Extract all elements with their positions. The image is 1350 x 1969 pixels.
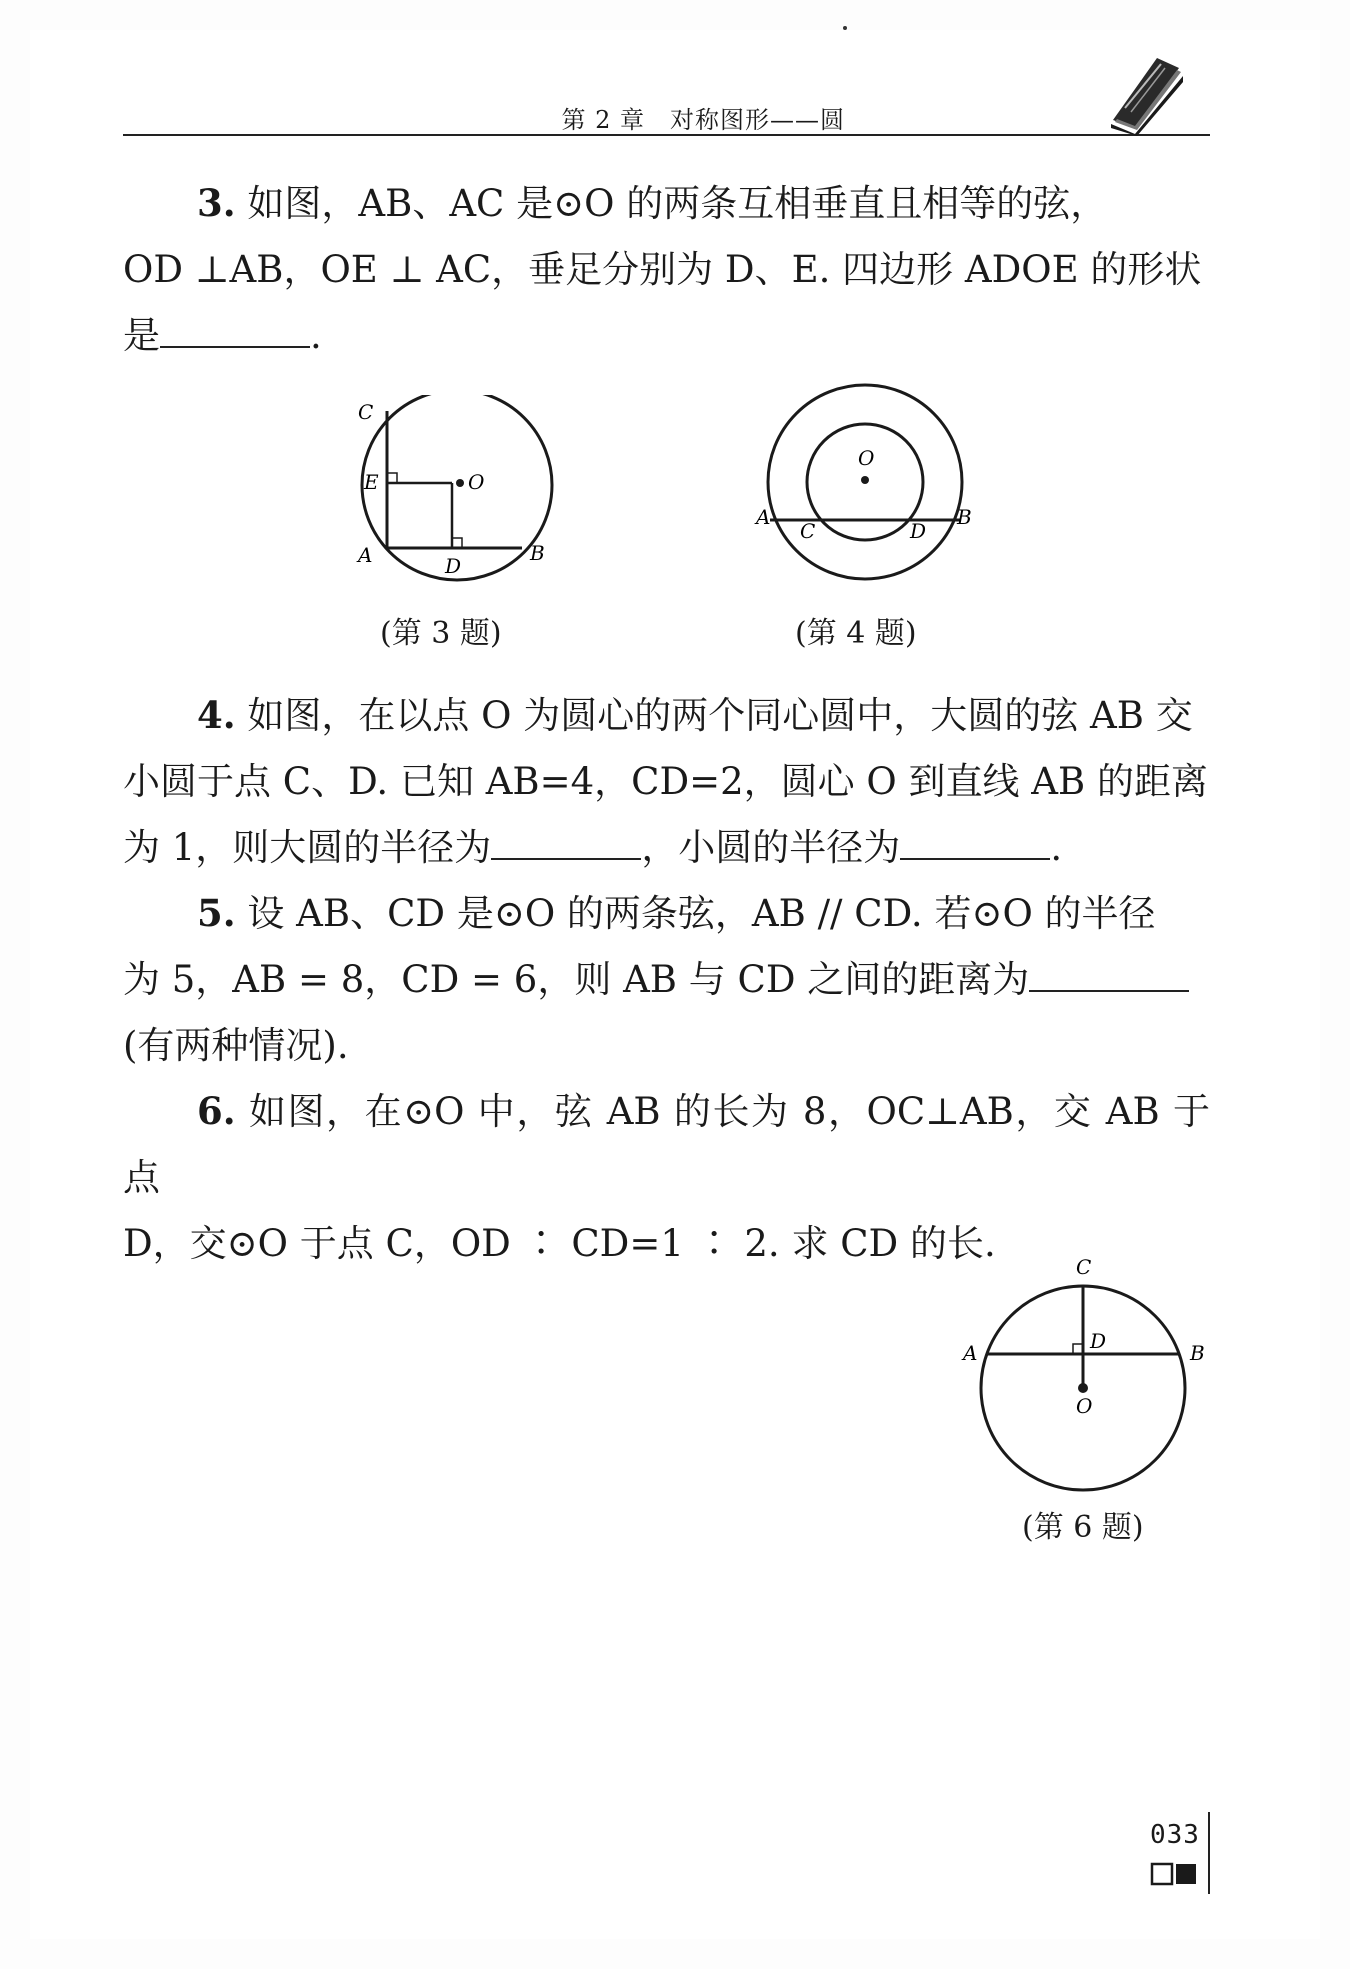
problem-3-number: 3. bbox=[197, 181, 236, 225]
fig4-label-c: C bbox=[800, 519, 816, 543]
chapter-header: 第 2 章 对称图形——圆 bbox=[561, 106, 845, 134]
problem-4-line-1: 如图，在以点 O 为圆心的两个同心圆中，大圆的弦 AB 交 bbox=[247, 694, 1193, 737]
fig6-label-o: O bbox=[1076, 1394, 1093, 1418]
fig4-label-o: O bbox=[858, 446, 875, 470]
problem-3-period: . bbox=[310, 314, 322, 357]
problem-4-period: . bbox=[1050, 826, 1063, 869]
fig4-label-d: D bbox=[910, 519, 927, 543]
problem-3-line-3: 是 bbox=[123, 314, 160, 357]
fig6-label-b: B bbox=[1190, 1341, 1205, 1365]
figure-3 bbox=[350, 395, 570, 595]
fig3-center-dot bbox=[456, 479, 464, 487]
problem-4 bbox=[123, 682, 1210, 881]
answer-blank-5[interactable] bbox=[1029, 989, 1189, 992]
fig3-label-a: A bbox=[358, 543, 373, 567]
problem-3-line-2: OD ⊥AB，OE ⊥ AC，垂足分别为 D、E. 四边形 ADOE 的形状 bbox=[123, 248, 1202, 291]
problem-3 bbox=[123, 170, 1210, 369]
figure-3-caption: (第 3 题) bbox=[380, 616, 502, 651]
open-book-icon bbox=[1105, 50, 1185, 136]
problem-6-line-1: 如图，在⊙O 中，弦 AB 的长为 8，OC⊥AB，交 AB 于点 bbox=[123, 1090, 1210, 1199]
problem-4-number: 4. bbox=[197, 693, 236, 737]
scan-speck bbox=[843, 26, 847, 30]
problem-3-line-1: 如图，AB、AC 是⊙O 的两条互相垂直且相等的弦， bbox=[247, 182, 1108, 225]
fig6-label-a: A bbox=[963, 1341, 978, 1365]
problem-5 bbox=[123, 880, 1210, 1079]
fig3-label-e: E bbox=[364, 470, 379, 494]
problem-5-number: 5. bbox=[197, 891, 236, 935]
problem-4-line-3a: 为 1，则大圆的半径为 bbox=[123, 826, 492, 869]
answer-blank-4a[interactable] bbox=[491, 857, 641, 860]
problem-4-line-2: 小圆于点 C、D. 已知 AB=4，CD=2，圆心 O 到直线 AB 的距离 bbox=[123, 760, 1208, 803]
fig3-label-c: C bbox=[358, 400, 374, 424]
problem-5-line-1: 设 AB、CD 是⊙O 的两条弦，AB // CD. 若⊙O 的半径 bbox=[247, 892, 1156, 935]
problem-6-line-2: D，交⊙O 于点 C，OD ∶ CD=1 ∶ 2. 求 CD 的长. bbox=[123, 1222, 996, 1265]
problem-5-line-3: (有两种情况). bbox=[123, 1024, 349, 1067]
answer-blank-4b[interactable] bbox=[900, 857, 1050, 860]
problem-6-number: 6. bbox=[197, 1089, 236, 1133]
figure-6-caption: (第 6 题) bbox=[1022, 1510, 1144, 1545]
fig6-label-d: D bbox=[1090, 1329, 1107, 1353]
header-rule bbox=[123, 134, 1210, 136]
answer-blank-3[interactable] bbox=[160, 345, 310, 348]
fig6-center-dot bbox=[1078, 1383, 1088, 1393]
problem-5-line-2: 为 5，AB = 8，CD = 6，则 AB 与 CD 之间的距离为 bbox=[123, 958, 1030, 1001]
fig3-label-d: D bbox=[445, 554, 462, 578]
fig3-label-b: B bbox=[530, 541, 545, 565]
fig3-label-o: O bbox=[468, 470, 485, 494]
problem-4-line-3b: ，小圆的半径为 bbox=[641, 826, 901, 869]
fig4-center-dot bbox=[861, 476, 869, 484]
figure-6 bbox=[958, 1250, 1218, 1495]
page-number: 033 bbox=[1150, 1820, 1200, 1850]
fig6-label-c: C bbox=[1076, 1255, 1092, 1279]
figure-4-caption: (第 4 题) bbox=[795, 616, 917, 651]
fig4-label-a: A bbox=[756, 505, 771, 529]
fig3-circle bbox=[362, 395, 552, 580]
problem-6 bbox=[123, 1078, 1210, 1277]
fig4-label-b: B bbox=[957, 505, 972, 529]
figure-4 bbox=[748, 380, 988, 590]
page-marks-icon bbox=[1150, 1858, 1220, 1888]
